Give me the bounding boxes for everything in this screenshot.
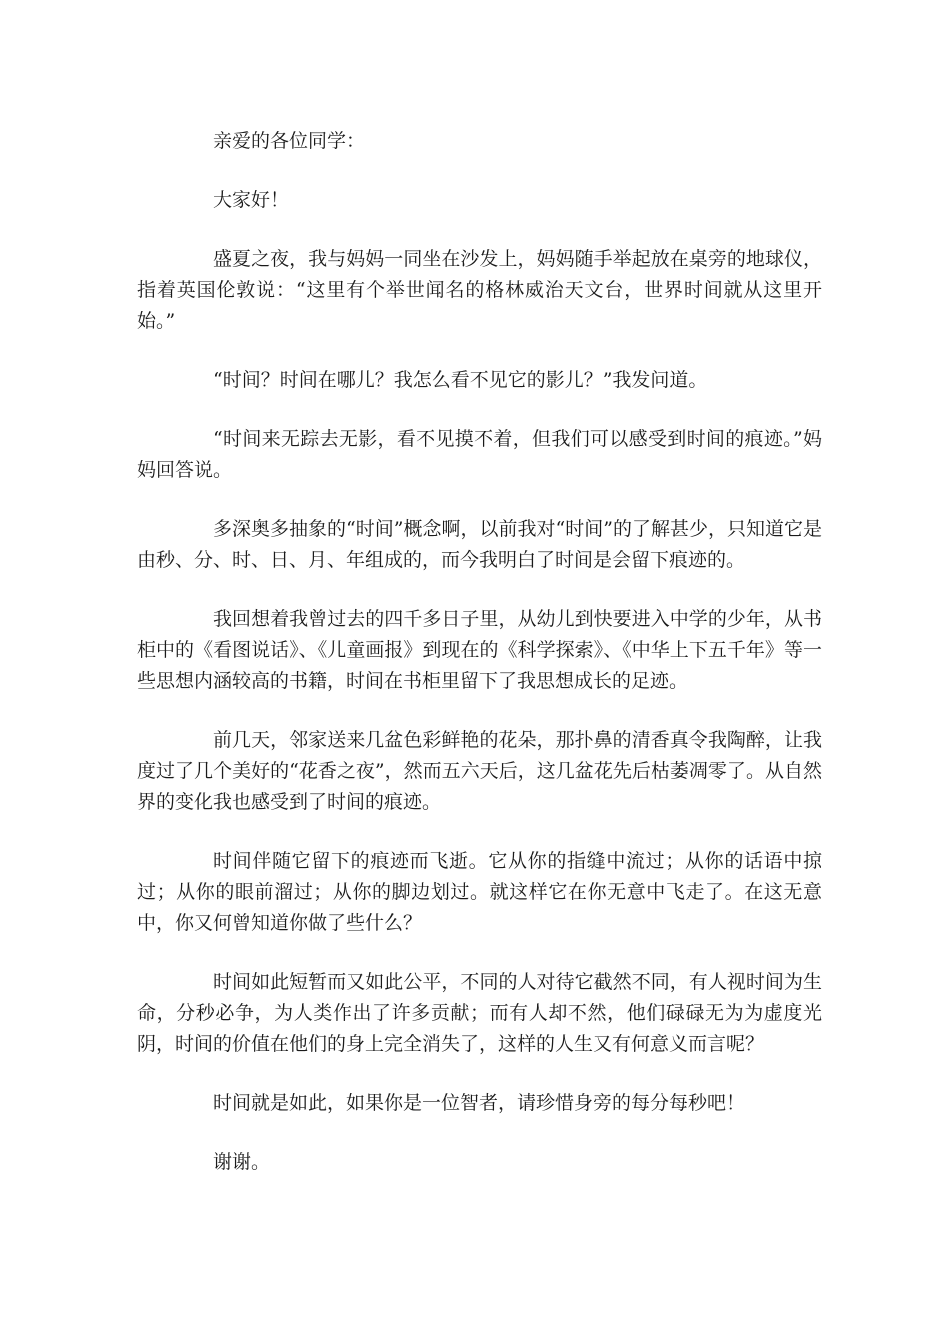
speech-body [137,126,822,1178]
paragraph-2: “时间？时间在哪儿？我怎么看不见它的影儿？”我发问道。 [213,369,708,391]
paragraph-1: 盛夏之夜，我与妈妈一同坐在沙发上，妈妈随手举起放在桌旁的地球仪，指着英国伦敦说：“这里有个举世闻名的格林威治天文台，世界时间就从这里开始。” [137,248,822,332]
paragraph-4: 多深奥多抽象的“时间”概念啊，以前我对“时间”的了解甚少，只知道它是由秒、分、时、日、月、年组成的，而今我明白了时间是会留下痕迹的。 [137,518,822,571]
greeting: 亲爱的各位同学： [213,130,366,152]
paragraph-3: “时间来无踪去无影，看不见摸不着，但我们可以感受到时间的痕迹。”妈妈回答说。 [137,428,822,481]
paragraph-6: 前几天，邻家送来几盆色彩鲜艳的花朵，那扑鼻的清香真令我陶醉，让我度过了几个美好的“花香之夜”，然而五六天后，这几盆花先后枯萎凋零了。从自然界的变化我也感受到了时间的痕迹。 [137,729,822,813]
paragraph-5: 我回想着我曾过去的四千多日子里，从幼儿到快要进入中学的少年，从书柜中的《看图说话》、《儿童画报》到现在的《科学探索》、《中华上下五千年》等一些思想内涵较高的书籍，时间在书柜里留下了我思想成长的足迹。 [137,608,822,692]
salutation: 大家好！ [213,189,290,211]
paragraph-9: 时间就是如此，如果你是一位智者，请珍惜身旁的每分每秒吧！ [213,1092,746,1114]
paragraph-7: 时间伴随它留下的痕迹而飞逝。它从你的指缝中流过；从你的话语中掠过；从你的眼前溜过；从你的脚边划过。就这样它在你无意中飞走了。在这无意中，你又何曾知道你做了些什么？ [137,850,822,934]
paragraph-8: 时间如此短暂而又如此公平，不同的人对待它截然不同，有人视时间为生命，分秒必争，为人类作出了许多贡献；而有人却不然，他们碌碌无为为虚度光阴，时间的价值在他们的身上完全消失了，这样的人生又有何意义而言呢？ [137,971,822,1055]
closing: 谢谢。 [213,1151,271,1173]
